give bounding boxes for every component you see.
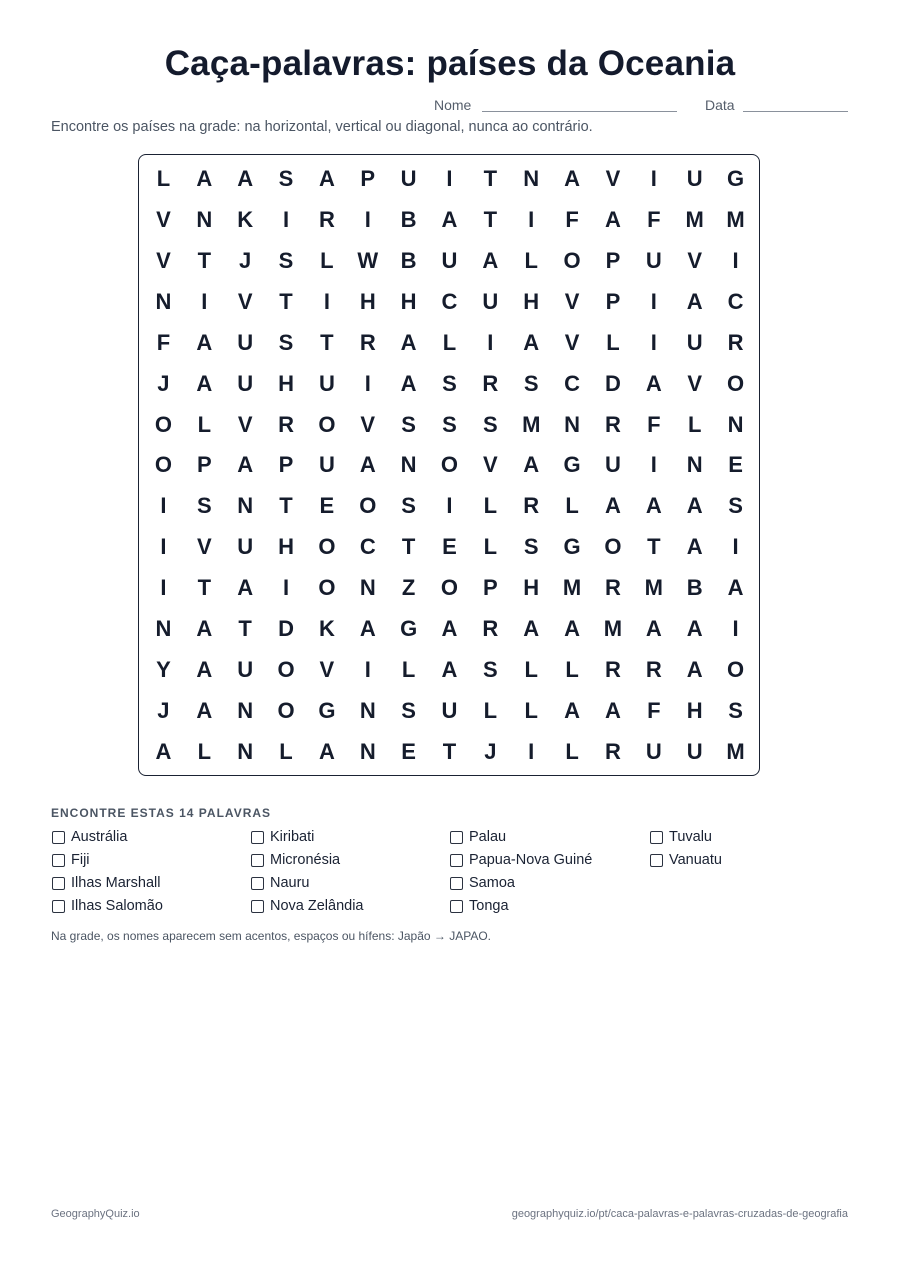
grid-cell[interactable]: S [728, 697, 743, 723]
grid-cell[interactable]: I [364, 656, 371, 682]
grid-cell[interactable]: U [686, 738, 703, 764]
grid-cell[interactable]: S [401, 697, 416, 723]
grid-cell[interactable]: O [154, 411, 172, 437]
grid-cell[interactable]: L [156, 166, 171, 192]
grid-cell[interactable]: K [237, 207, 254, 233]
grid-cell[interactable]: E [442, 534, 457, 560]
grid-cell[interactable]: N [359, 738, 376, 764]
grid-cell[interactable]: N [359, 697, 376, 723]
grid-cell[interactable]: V [360, 411, 376, 437]
word-label: Ilhas Marshall [71, 875, 161, 891]
grid-cell[interactable]: R [645, 656, 662, 682]
grid-cell[interactable]: B [686, 575, 703, 601]
grid-cell[interactable]: V [196, 534, 212, 560]
grid-cell[interactable]: M [644, 575, 663, 601]
grid-cell[interactable]: R [278, 411, 294, 437]
grid-cell[interactable]: I [487, 329, 494, 355]
name-label: Nome [434, 97, 472, 113]
grid-cell[interactable]: L [483, 697, 498, 723]
grid-cell[interactable]: M [726, 738, 745, 764]
grid-cell[interactable]: I [732, 615, 739, 641]
grid-cell[interactable]: E [401, 738, 416, 764]
grid-cell[interactable]: O [440, 575, 459, 601]
grid-cell[interactable]: A [196, 656, 213, 682]
grid-cell[interactable]: N [523, 166, 540, 192]
grid-cell[interactable]: R [605, 575, 621, 601]
grid-cell[interactable]: I [732, 534, 739, 560]
grid-cell[interactable]: I [528, 738, 535, 764]
grid-cell[interactable]: E [728, 452, 743, 478]
grid-cell[interactable]: I [160, 575, 167, 601]
grid-cell[interactable]: V [605, 166, 621, 192]
grid-cell[interactable]: U [482, 289, 499, 315]
date-label: Data [705, 97, 735, 113]
grid-cell[interactable]: O [154, 452, 172, 478]
grid-cell[interactable]: A [196, 697, 213, 723]
word-label: Palau [469, 829, 507, 845]
grid-cell[interactable]: I [323, 289, 330, 315]
grid-cell[interactable]: G [726, 166, 745, 192]
grid-cell[interactable]: U [400, 166, 417, 192]
grid-cell[interactable]: U [645, 248, 662, 274]
word-label: Kiribati [270, 829, 315, 845]
grid-cell[interactable]: I [160, 493, 167, 519]
grid-cell[interactable]: A [441, 207, 458, 233]
grid-cell[interactable]: I [650, 166, 657, 192]
word-checkbox[interactable] [52, 831, 65, 844]
grid-cell[interactable]: N [237, 738, 254, 764]
grid-cell[interactable]: L [401, 656, 416, 682]
word-item[interactable] [450, 829, 506, 845]
grid-cell[interactable]: H [278, 534, 294, 560]
grid-cell[interactable]: J [484, 738, 497, 764]
grid-cell[interactable]: L [524, 248, 538, 274]
grid-cell[interactable]: A [237, 452, 254, 478]
grid-cell[interactable]: N [727, 411, 744, 437]
grid-cell[interactable]: A [196, 166, 213, 192]
grid-cell[interactable]: M [726, 207, 745, 233]
grid-cell[interactable]: N [359, 575, 376, 601]
grid-cell[interactable]: T [197, 575, 212, 601]
name-field[interactable] [482, 111, 677, 112]
grid-cell[interactable]: O [318, 534, 336, 560]
word-item[interactable] [251, 829, 314, 845]
grid-cell[interactable]: P [278, 452, 294, 478]
grid-cell[interactable]: V [687, 248, 703, 274]
grid-cell[interactable]: N [155, 289, 172, 315]
grid-cell[interactable]: A [237, 166, 254, 192]
grid-cell[interactable]: L [197, 411, 212, 437]
grid-cell[interactable]: C [727, 289, 744, 315]
grid-cell[interactable]: P [605, 248, 621, 274]
grid-cell[interactable]: N [196, 207, 213, 233]
grid-cell[interactable]: O [563, 248, 581, 274]
grid-cell[interactable]: S [483, 656, 498, 682]
grid-cell[interactable]: T [279, 493, 293, 519]
grid-cell[interactable]: U [441, 248, 458, 274]
grid-cell[interactable]: I [282, 575, 290, 601]
grid-cell[interactable]: A [686, 289, 703, 315]
grid-cell[interactable]: A [686, 615, 703, 641]
grid-cell[interactable]: A [196, 615, 213, 641]
word-item[interactable] [52, 829, 127, 845]
grid-cell[interactable]: A [441, 615, 458, 641]
grid-cell[interactable]: P [605, 289, 621, 315]
grid-cell[interactable]: A [686, 493, 703, 519]
grid-cell[interactable]: A [605, 697, 621, 723]
word-label: Tuvalu [669, 829, 712, 845]
grid-cell[interactable]: N [400, 452, 417, 478]
grid-cell[interactable]: I [650, 329, 657, 355]
word-item[interactable] [251, 875, 310, 891]
grid-cell[interactable]: T [483, 166, 498, 192]
grid-cell[interactable]: S [442, 411, 457, 437]
grid-cell[interactable]: S [483, 411, 498, 437]
grid-cell[interactable]: A [564, 166, 581, 192]
word-checkbox[interactable] [650, 831, 663, 844]
word-item[interactable] [251, 852, 340, 868]
word-label: Ilhas Salomão [71, 898, 163, 914]
grid-cell[interactable]: J [157, 697, 170, 723]
grid-cell[interactable]: O [277, 697, 295, 723]
grid-cell[interactable]: N [564, 411, 581, 437]
grid-cell[interactable]: R [318, 207, 335, 233]
grid-cell[interactable]: L [565, 493, 579, 519]
grid-cell[interactable]: I [732, 248, 739, 274]
grid-cell[interactable]: N [237, 697, 254, 723]
grid-cell[interactable]: V [237, 411, 253, 437]
grid-cell[interactable]: O [277, 656, 295, 682]
grid-cell[interactable]: F [647, 207, 661, 233]
word-label: Vanuatu [669, 852, 722, 868]
grid-cell[interactable]: O [604, 534, 622, 560]
grid-cell[interactable]: A [523, 329, 540, 355]
grid-cell[interactable]: A [727, 575, 744, 601]
date-field[interactable] [743, 111, 848, 112]
grid-cell[interactable]: U [605, 452, 621, 478]
grid-cell[interactable]: M [603, 615, 623, 641]
grid-cell[interactable]: M [685, 207, 704, 233]
grid-cell[interactable]: A [645, 493, 662, 519]
grid-cell[interactable]: D [278, 615, 294, 641]
grid-cell[interactable]: A [318, 738, 335, 764]
word-item[interactable] [650, 829, 712, 845]
footer-brand: GeographyQuiz.io [51, 1208, 140, 1220]
grid-cell[interactable]: A [155, 738, 172, 764]
grid-cell[interactable]: H [523, 575, 540, 601]
grid-cell[interactable]: O [359, 493, 377, 519]
grid-cell[interactable]: I [364, 207, 371, 233]
grid-cell[interactable]: A [318, 166, 335, 192]
grid-cell[interactable]: V [156, 207, 171, 233]
grid-cell[interactable]: L [279, 738, 293, 764]
grid-cell[interactable]: N [155, 615, 172, 641]
grid-cell[interactable]: U [237, 370, 254, 396]
word-item[interactable] [52, 852, 90, 868]
grid-cell[interactable]: I [446, 166, 453, 192]
grid-cell[interactable]: C [441, 289, 458, 315]
grid-cell[interactable]: V [687, 370, 703, 396]
page-title: Caça-palavras: países da Oceania [164, 44, 736, 83]
grid-cell[interactable]: O [440, 452, 459, 478]
grid-cell[interactable]: N [237, 493, 254, 519]
grid-cell[interactable]: P [360, 166, 376, 192]
grid-cell[interactable]: L [687, 411, 702, 437]
grid-cell[interactable]: L [320, 248, 334, 274]
grid-cell[interactable]: U [237, 329, 254, 355]
grid-cell[interactable]: K [318, 615, 335, 641]
grid-cell[interactable]: A [645, 370, 662, 396]
word-checkbox[interactable] [450, 900, 463, 913]
word-label: Austrália [71, 829, 128, 845]
grid-cell[interactable]: G [400, 615, 418, 641]
footer-url: geographyquiz.io/pt/caca-palavras-e-palavras-cruzadas-de-geografia [511, 1208, 848, 1220]
word-label: Nauru [270, 875, 310, 891]
word-checkbox[interactable] [450, 877, 463, 890]
grid-cell[interactable]: P [196, 452, 212, 478]
grid-cell[interactable]: S [728, 493, 743, 519]
grid-cell[interactable]: U [441, 697, 458, 723]
grid-cell[interactable]: A [400, 329, 417, 355]
grid-cell[interactable]: L [606, 329, 620, 355]
grid-cell[interactable]: G [563, 452, 581, 478]
grid-cell[interactable]: F [647, 411, 661, 437]
word-checkbox[interactable] [52, 900, 65, 913]
grid-cell[interactable]: H [359, 289, 376, 315]
grid-cell[interactable]: A [482, 248, 499, 274]
grid-cell[interactable]: L [442, 329, 457, 355]
grid-cell[interactable]: S [196, 493, 212, 519]
grid-cell[interactable]: T [320, 329, 334, 355]
grid-cell[interactable]: T [401, 534, 416, 560]
grid-cell[interactable]: U [237, 656, 254, 682]
word-checkbox[interactable] [251, 877, 264, 890]
grid-cell[interactable]: L [524, 697, 538, 723]
grid-cell[interactable]: H [278, 370, 294, 396]
grid-cell[interactable]: A [645, 615, 662, 641]
grid-cell[interactable]: F [156, 329, 171, 355]
grid-cell[interactable]: Z [401, 575, 416, 601]
grid-cell[interactable]: A [523, 452, 540, 478]
grid-cell[interactable]: F [647, 697, 661, 723]
grid-cell[interactable]: L [524, 656, 538, 682]
grid-cell[interactable]: A [359, 452, 376, 478]
grid-cell[interactable]: V [483, 452, 498, 478]
word-label: Micronésia [270, 852, 341, 868]
grid-cell[interactable]: V [237, 289, 253, 315]
word-checkbox[interactable] [251, 854, 264, 867]
grid-cell[interactable]: A [359, 615, 376, 641]
word-checkbox[interactable] [52, 854, 65, 867]
grid-cell[interactable]: A [686, 656, 703, 682]
grid-cell[interactable]: I [650, 452, 657, 478]
word-checkbox[interactable] [52, 877, 65, 890]
grid-cell[interactable]: I [528, 207, 535, 233]
grid-cell[interactable]: S [523, 370, 539, 396]
word-list-heading: ENCONTRE ESTAS 14 PALAVRAS [51, 806, 272, 820]
word-item[interactable] [650, 852, 722, 868]
grid-cell[interactable]: A [523, 615, 540, 641]
grid-cell[interactable]: O [318, 411, 336, 437]
word-item[interactable] [450, 875, 515, 891]
grid-cell[interactable]: V [156, 248, 171, 274]
grid-cell[interactable]: A [441, 656, 458, 682]
word-item[interactable] [52, 898, 163, 914]
grid-cell[interactable]: L [565, 738, 579, 764]
word-item[interactable] [52, 875, 160, 891]
grid-cell[interactable]: S [523, 534, 539, 560]
grid-cell[interactable]: S [278, 166, 294, 192]
grid-cell[interactable]: N [686, 452, 703, 478]
grid-cell[interactable]: R [482, 370, 499, 396]
grid-cell[interactable]: H [523, 289, 540, 315]
grid-cell[interactable]: L [483, 493, 498, 519]
grid-cell[interactable]: T [279, 289, 293, 315]
grid-cell[interactable]: V [564, 289, 580, 315]
grid-cell[interactable]: B [400, 248, 417, 274]
grid-cell[interactable]: U [686, 166, 703, 192]
grid-cell[interactable]: C [359, 534, 376, 560]
grid-cell[interactable]: T [238, 615, 252, 641]
grid-cell[interactable]: J [239, 248, 252, 274]
word-checkbox[interactable] [650, 854, 663, 867]
grid-cell[interactable]: R [482, 615, 499, 641]
word-item[interactable] [251, 898, 364, 914]
word-item[interactable] [450, 852, 592, 868]
grid-cell[interactable]: G [563, 534, 581, 560]
grid-cell[interactable]: M [522, 411, 541, 437]
grid-cell[interactable]: U [686, 329, 703, 355]
grid-cell[interactable]: L [483, 534, 498, 560]
instructions: Encontre os países na grade: na horizontal, vertical ou diagonal, nunca ao contrário. [51, 119, 593, 135]
grid-cell[interactable]: L [197, 738, 212, 764]
grid-cell[interactable]: I [446, 493, 453, 519]
grid-cell[interactable]: E [319, 493, 335, 519]
grid-cell[interactable]: A [400, 370, 417, 396]
letter-grid [143, 159, 756, 772]
grid-cell[interactable]: T [647, 534, 661, 560]
grid-cell[interactable]: R [605, 411, 621, 437]
grid-cell[interactable]: M [562, 575, 582, 601]
grid-cell[interactable]: U [318, 370, 335, 396]
grid-note: Na grade, os nomes aparecem sem acentos, espaços ou hífens: Japão → JAPAO. [51, 929, 492, 943]
grid-cell[interactable]: R [359, 329, 376, 355]
grid-cell[interactable]: H [686, 697, 703, 723]
grid-cell[interactable]: F [565, 207, 579, 233]
grid-cell[interactable]: O [726, 656, 745, 682]
grid-cell[interactable]: U [237, 534, 254, 560]
grid-cell[interactable]: C [564, 370, 581, 396]
grid-cell[interactable]: R [523, 493, 540, 519]
grid-cell[interactable]: I [160, 534, 167, 560]
grid-cell[interactable]: S [401, 493, 416, 519]
grid-cell[interactable]: T [483, 207, 498, 233]
grid-cell[interactable]: W [357, 248, 379, 274]
grid-cell[interactable]: R [727, 329, 744, 355]
word-label: Papua-Nova Guiné [469, 852, 593, 868]
grid-cell[interactable]: A [196, 329, 213, 355]
word-checkbox[interactable] [251, 831, 264, 844]
grid-cell[interactable]: I [201, 289, 208, 315]
grid-cell[interactable]: U [645, 738, 662, 764]
grid-cell[interactable]: S [278, 248, 294, 274]
grid-cell[interactable]: I [364, 370, 371, 396]
grid-cell[interactable]: T [442, 738, 457, 764]
word-checkbox[interactable] [450, 831, 463, 844]
grid-cell[interactable]: H [400, 289, 417, 315]
grid-cell[interactable]: A [605, 207, 621, 233]
grid-cell[interactable]: S [278, 329, 294, 355]
grid-cell[interactable]: S [442, 370, 457, 396]
grid-cell[interactable]: A [605, 493, 621, 519]
grid-cell[interactable]: U [318, 452, 335, 478]
word-label: Nova Zelândia [270, 898, 364, 914]
word-label: Samoa [469, 875, 515, 891]
grid-cell[interactable]: O [318, 575, 336, 601]
grid-cell[interactable]: T [197, 248, 212, 274]
grid-cell[interactable]: D [605, 370, 621, 396]
grid-cell[interactable]: I [650, 289, 657, 315]
grid-cell[interactable]: P [483, 575, 498, 601]
grid-cell[interactable]: A [564, 615, 581, 641]
grid-cell[interactable]: R [605, 656, 621, 682]
word-item[interactable] [450, 898, 509, 914]
grid-cell[interactable]: A [196, 370, 213, 396]
grid-cell[interactable]: A [686, 534, 703, 560]
grid-cell[interactable]: O [726, 370, 745, 396]
grid-cell[interactable]: Y [156, 656, 171, 682]
grid-cell[interactable]: G [318, 697, 336, 723]
grid-cell[interactable]: A [564, 697, 581, 723]
word-label: Tonga [469, 898, 509, 914]
grid-cell[interactable]: J [157, 370, 170, 396]
grid-cell[interactable]: I [282, 207, 290, 233]
grid-cell[interactable]: V [564, 329, 580, 355]
word-label: Fiji [71, 852, 90, 868]
grid-cell[interactable]: B [400, 207, 417, 233]
grid-cell[interactable]: V [319, 656, 335, 682]
grid-cell[interactable]: S [401, 411, 416, 437]
grid-cell[interactable]: A [237, 575, 254, 601]
word-checkbox[interactable] [450, 854, 463, 867]
grid-cell[interactable]: L [565, 656, 579, 682]
word-checkbox[interactable] [251, 900, 264, 913]
grid-cell[interactable]: R [605, 738, 621, 764]
